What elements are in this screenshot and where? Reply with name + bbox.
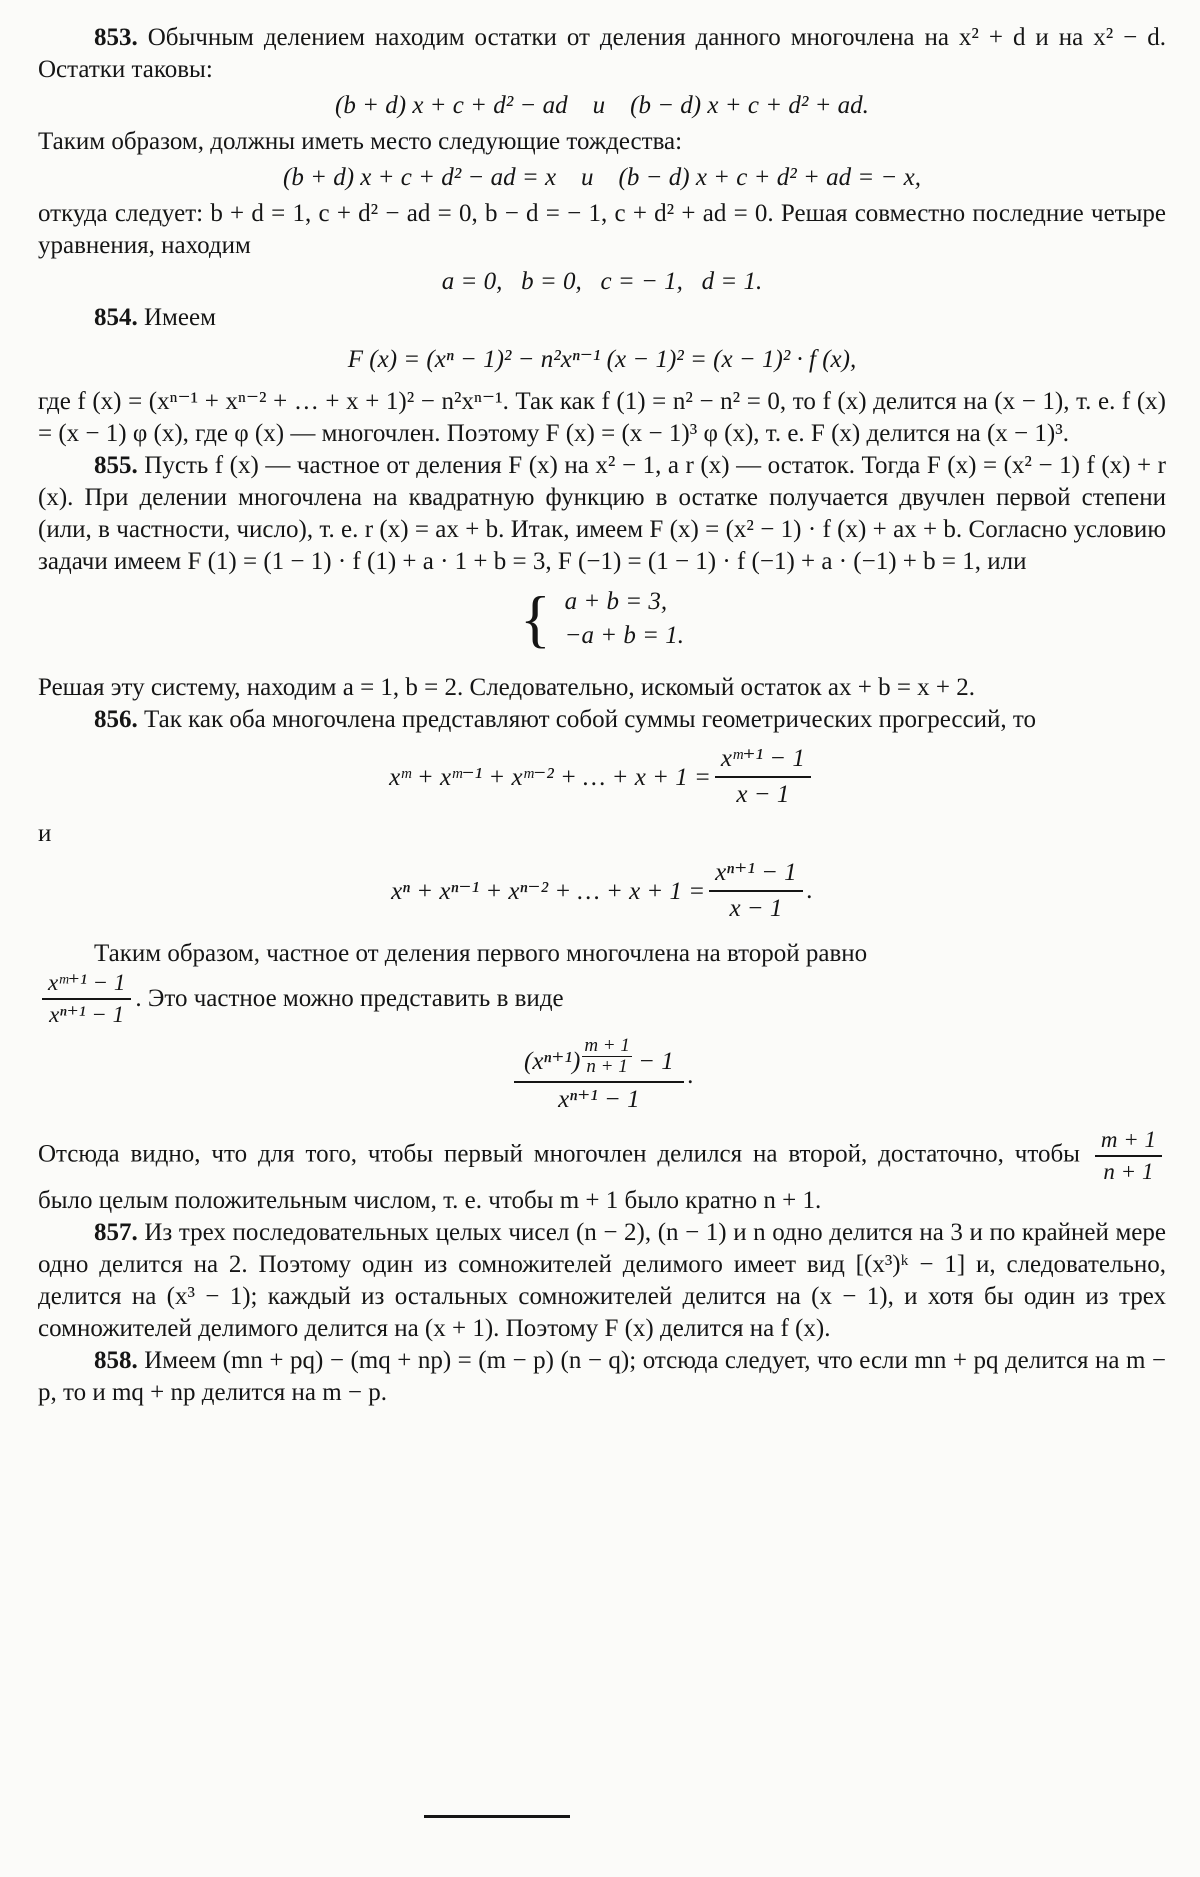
problem-854-conclusion: где f (x) = (xⁿ⁻¹ + xⁿ⁻² + … + x + 1)² − n²xⁿ⁻¹. Так как f (1) = n² − n² = 0, то f (x) делится на (x − 1), т. е. f (x) = (x − 1) φ (x), где φ (x) — многочлен. Поэтому F (x) = (x − 1)³ φ (x), т. е. F (x) делится на (x − 1)³. <box>38 388 1166 447</box>
problem-853-remainders: (b + d) x + c + d² − ad и (b − d) x + c + d² + ad. <box>335 92 869 119</box>
representation-fraction: (xⁿ⁺¹) $\frac{m + 1}{n + 1}$ − 1 xⁿ⁺¹ − 1 <box>514 1036 684 1115</box>
problem-856-quotient-intro: Таким образом, частное от деления первого многочлена на второй равно <box>94 940 868 967</box>
problem-853-identities-intro: Таким образом, должны иметь место следующие тождества: <box>38 128 683 155</box>
problem-855-conclusion: Решая эту систему, находим a = 1, b = 2. Следовательно, искомый остаток ax + b = x + 2. <box>38 674 976 701</box>
problem-856-number: 856. <box>94 706 138 733</box>
text-column <box>38 22 1166 1409</box>
problem-853-consequence: откуда следует: b + d = 1, c + d² − ad = 0, b − d = − 1, c + d² + ad = 0. Решая совместно последние четыре уравнения, находим <box>38 200 1166 259</box>
problem-856-sum-m: xᵐ + xᵐ⁻¹ + xᵐ⁻² + … + x + 1 = $\frac{\text{xᵐ⁺¹ − 1}}{x - 1}$ <box>38 744 1166 810</box>
problem-856-condition: Отсюда видно, что для того, чтобы первый многочлен делился на второй, достаточно, чтобы $\frac{m + 1}{n + 1}$ было целым положительным числом, т. е. чтобы m + 1 было кратно n + 1. <box>38 1127 1166 1217</box>
problem-853-text: 853. Обычным делением находим остатки от деления данного многочлена на x² + d и на x² − d. Остатки таковы: <box>38 24 1166 83</box>
quotient-fraction: $\frac{\text{xᵐ⁺¹ − 1}}{\text{xⁿ⁺¹ − 1}}$ <box>42 970 131 1028</box>
problem-857-number: 857. <box>94 1219 138 1246</box>
fraction-m: $\frac{\text{xᵐ⁺¹ − 1}}{x - 1}$ <box>715 744 811 810</box>
problem-856-quotient: $\frac{\text{xᵐ⁺¹ − 1}}{\text{xⁿ⁺¹ − 1}}$ . Это частное можно представить в виде <box>38 970 1166 1028</box>
system-brace: { <box>519 583 551 654</box>
problem-856-sum-n: xⁿ + xⁿ⁻¹ + xⁿ⁻² + … + x + 1 = $\frac{\text{xⁿ⁺¹ − 1}}{x - 1}$ . <box>391 859 813 922</box>
problem-854-number: 854. <box>94 304 138 331</box>
problem-856-and: и <box>38 820 52 847</box>
condition-fraction: $\frac{m + 1}{n + 1}$ <box>1095 1127 1162 1185</box>
problem-853-number: 853. <box>94 24 138 51</box>
problem-858-number: 858. <box>94 1347 138 1374</box>
problem-855-system <box>38 584 1166 654</box>
problem-856-representation: (xⁿ⁺¹) $\frac{m + 1}{n + 1}$ − 1 xⁿ⁺¹ − 1 . <box>38 1036 1166 1115</box>
problem-858-text: 858. Имеем (mn + pq) − (mq + np) = (m − p) (n − q); отсюда следует, что если mn + pq делится на m − p, то и mq + np делится на m − p. <box>38 1347 1166 1406</box>
problem-855-text: 855. Пусть f (x) — частное от деления F (x) на x² − 1, а r (x) — остаток. Тогда F (x) = (x² − 1) f (x) + r (x). При делении многочлена на квадратную функцию в остатке получается двучлен первой степени (или, в частности, число), т. е. r (x) = ax + b. Итак, имеем F (x) = (x² − 1) · f (x) + ax + b. Согласно условию задачи имеем F (1) = (1 − 1) · f (1) + a · 1 + b = 3, F (−1) = (1 − 1) · f (−1) + a · (−1) + b = 1, или <box>38 452 1166 575</box>
section-end-divider <box>424 1815 570 1818</box>
fraction-n: $\frac{\text{xⁿ⁺¹ − 1}}{x - 1}$ <box>709 858 803 924</box>
exponent-fraction: $\frac{m + 1}{n + 1}$ <box>584 1035 630 1077</box>
problem-854-text: 854. Имеем <box>94 304 216 331</box>
problem-854-identity: F (x) = (xⁿ − 1)² − n²xⁿ⁻¹ (x − 1)² = (x − 1)² · f (x), <box>347 346 857 373</box>
problem-853-identities: (b + d) x + c + d² − ad = x и (b − d) x + c + d² + ad = − x, <box>283 164 921 191</box>
problem-853-solution: a = 0, b = 0, c = − 1, d = 1. <box>441 268 763 295</box>
problem-857-text: 857. Из трех последовательных целых чисел (n − 2), (n − 1) и n одно делится на 3 и по крайней мере одно делится на 2. Поэтому один из сомножителей делимого имеет вид [(x³)ᵏ − 1] и, следовательно, делится на (x³ − 1); каждый из остальных сомножителей делится на (x − 1), и хотя бы один из трех сомножителей делимого делится на (x + 1). Поэтому F (x) делится на f (x). <box>38 1219 1166 1342</box>
system-equation-1: a + b = 3, <box>564 588 668 615</box>
problem-855-number: 855. <box>94 452 138 479</box>
system-equation-2: −a + b = 1. <box>564 622 685 649</box>
problem-856-text: 856. Так как оба многочлена представляют собой суммы геометрических прогрессий, то <box>94 706 1036 733</box>
